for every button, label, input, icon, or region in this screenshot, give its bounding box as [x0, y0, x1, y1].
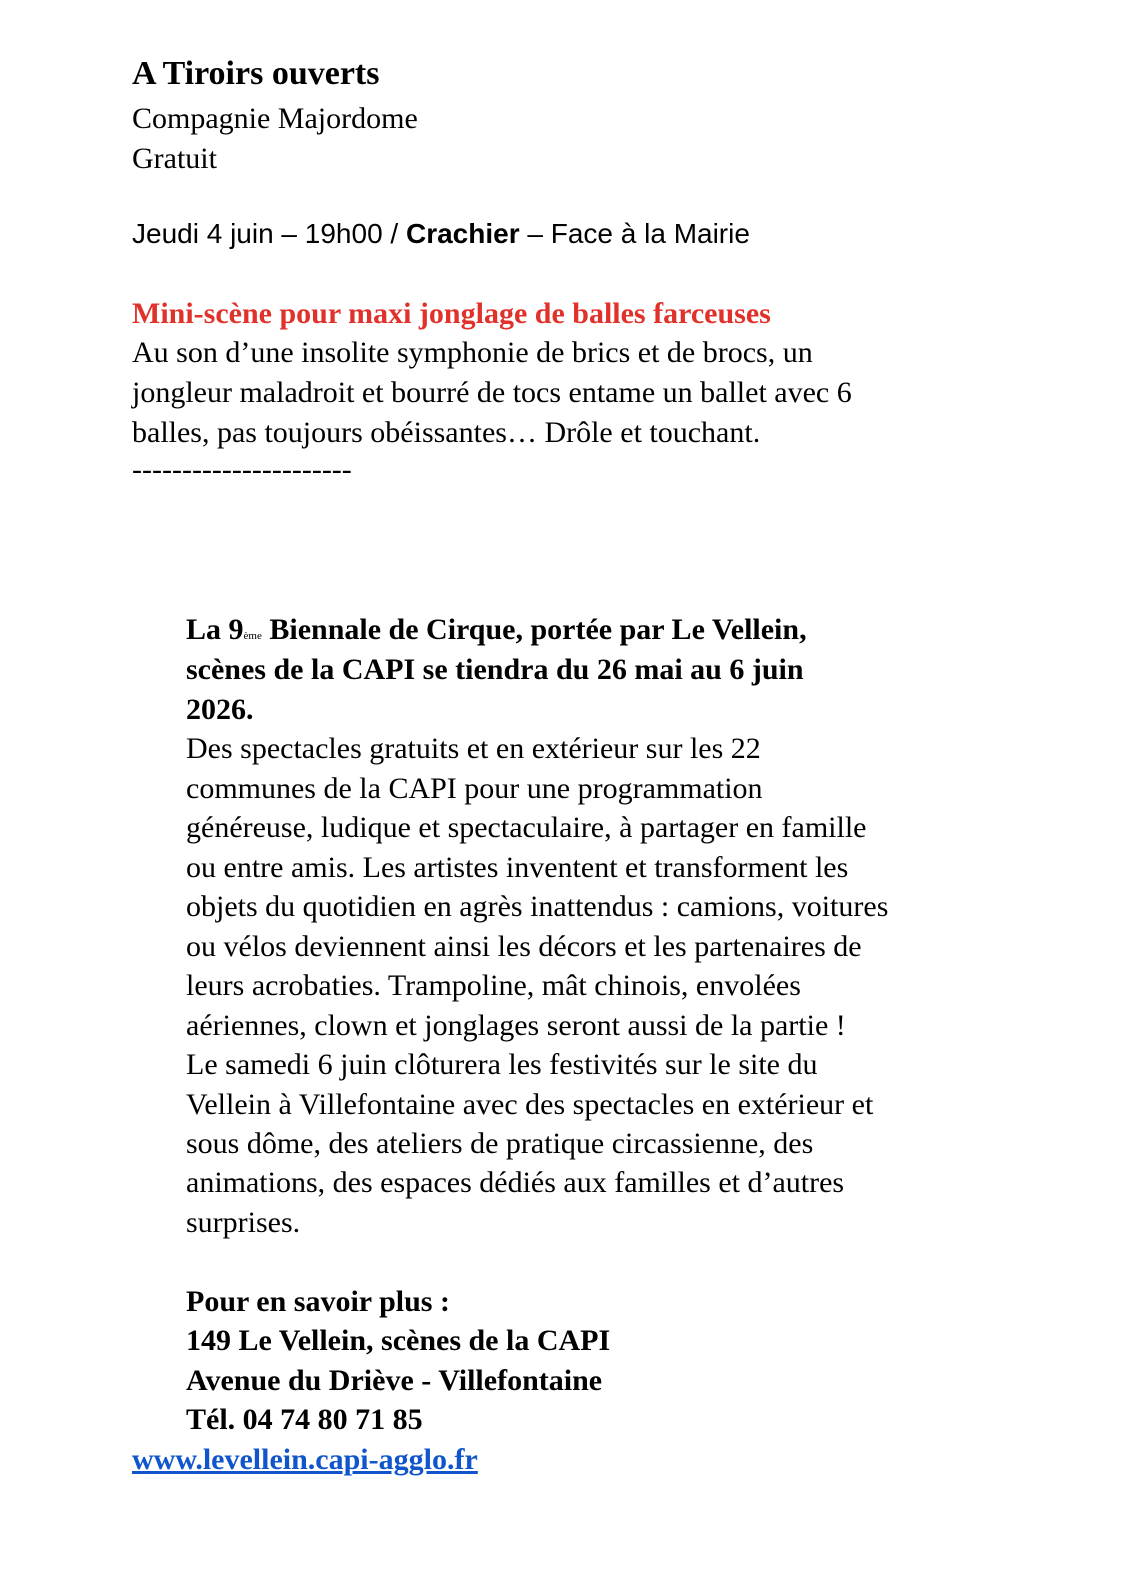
event-description-line: Au son d’une insolite symphonie de brics et de brocs, un — [132, 336, 813, 369]
biennale-body-line: surprises. — [186, 1206, 301, 1239]
event-price: Gratuit — [132, 142, 217, 175]
biennale-body-line: animations, des espaces dédiés aux familles et d’autres — [186, 1166, 845, 1199]
biennale-intro-rest: Biennale de Cirque, portée par Le Vellein, — [261, 613, 807, 646]
website-link[interactable]: www.levellein.capi-agglo.fr — [132, 1443, 478, 1476]
biennale-body-line: leurs acrobaties. Trampoline, mât chinois, envolées — [186, 969, 801, 1002]
event-title: A Tiroirs ouverts — [132, 55, 380, 92]
event-company: Compagnie Majordome — [132, 102, 418, 135]
biennale-body-line: ou entre amis. Les artistes inventent et transforment les — [186, 851, 849, 884]
biennale-intro-line: 2026. — [186, 693, 254, 726]
biennale-body-line: Vellein à Villefontaine avec des spectacles en extérieur et — [186, 1088, 874, 1121]
event-place: Crachier — [405, 218, 520, 249]
event-date-time: Jeudi 4 juin – 19h00 / — [132, 218, 406, 249]
biennale-body-line: ou vélos deviennent ainsi les décors et les partenaires de — [186, 930, 862, 963]
event-location-detail: – Face à la Mairie — [519, 218, 750, 249]
event-schedule — [132, 214, 750, 254]
biennale-body-line: aériennes, clown et jonglages seront aussi de la partie ! — [186, 1009, 846, 1042]
event-description-line: jongleur maladroit et bourré de tocs entame un ballet avec 6 — [132, 376, 852, 409]
biennale-body-line: généreuse, ludique et spectaculaire, à partager en famille — [186, 811, 867, 844]
contact-heading: Pour en savoir plus : — [186, 1285, 450, 1318]
biennale-intro-line — [186, 610, 807, 650]
separator: ---------------------- — [132, 453, 352, 486]
biennale-body-line: Des spectacles gratuits et en extérieur sur les 22 — [186, 732, 761, 765]
event-description-line: balles, pas toujours obéissantes… Drôle et touchant. — [132, 416, 761, 449]
biennale-body-line: sous dôme, des ateliers de pratique circassienne, des — [186, 1127, 814, 1160]
event-subtitle: Mini-scène pour maxi jonglage de balles farceuses — [132, 297, 771, 330]
biennale-intro-line: scènes de la CAPI se tiendra du 26 mai au 6 juin — [186, 653, 804, 686]
biennale-body-line: objets du quotidien en agrès inattendus : camions, voitures — [186, 890, 889, 923]
contact-venue: 149 Le Vellein, scènes de la CAPI — [186, 1324, 611, 1357]
contact-address: Avenue du Driève - Villefontaine — [186, 1364, 603, 1397]
contact-phone: Tél. 04 74 80 71 85 — [186, 1403, 423, 1436]
biennale-body-line: communes de la CAPI pour une programmation — [186, 772, 763, 805]
biennale-body-line: Le samedi 6 juin clôturera les festivités sur le site du — [186, 1048, 818, 1081]
biennale-intro-ordinal: ème — [243, 630, 262, 642]
biennale-intro-prefix: La 9 — [186, 613, 244, 646]
